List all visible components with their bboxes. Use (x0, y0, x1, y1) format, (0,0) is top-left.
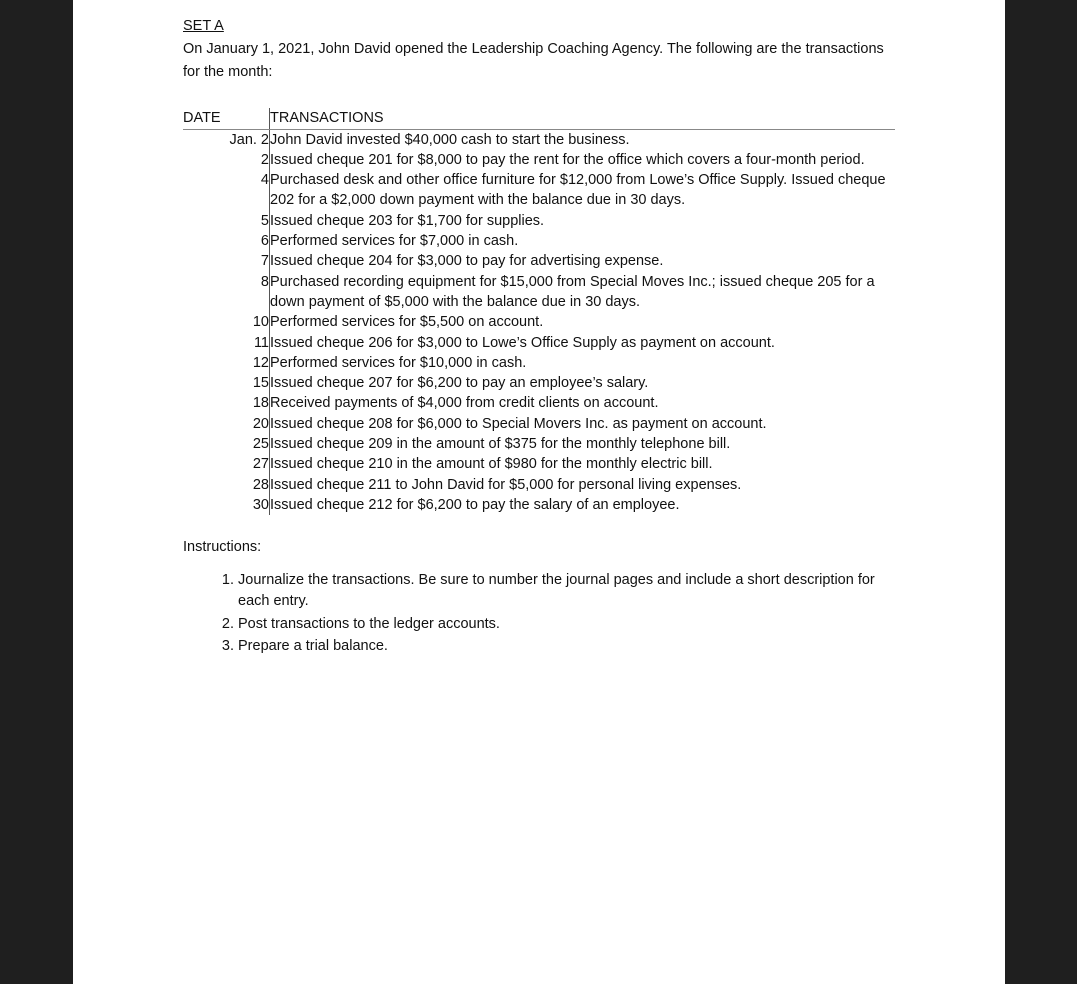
date-column-header: DATE (183, 108, 270, 129)
table-row (183, 251, 895, 271)
row-transaction: Issued cheque 201 for $8,000 to pay the rent for the office which covers a four-month period. (270, 151, 865, 168)
table-row (183, 434, 895, 454)
table-row (183, 373, 895, 393)
row-date: 30 (183, 495, 270, 515)
row-date: 8 (183, 272, 270, 313)
table-row (183, 495, 895, 515)
row-transaction: Issued cheque 211 to John David for $5,000 for personal living expenses. (270, 476, 742, 493)
table-row (183, 414, 895, 434)
instructions-label: Instructions: (183, 539, 262, 556)
row-transaction: Purchased recording equipment for $15,000 from Special Moves Inc.; issued cheque 205 for a down payment of $5,000 with the balance due in 30 days. (270, 273, 875, 310)
row-date: 20 (183, 414, 270, 434)
row-date: 10 (183, 312, 270, 332)
instructions-list (183, 570, 895, 658)
row-transaction: Issued cheque 212 for $6,200 to pay the salary of an employee. (270, 496, 680, 513)
row-date: 4 (183, 170, 270, 211)
table-row (183, 393, 895, 413)
set-title: SET A (183, 18, 224, 34)
row-date: 7 (183, 251, 270, 271)
row-transaction: Issued cheque 203 for $1,700 for supplies. (270, 212, 545, 229)
row-transaction: John David invested $40,000 cash to start the business. (270, 131, 630, 148)
row-transaction: Performed services for $7,000 in cash. (270, 233, 519, 250)
row-transaction: Received payments of $4,000 from credit clients on account. (270, 395, 659, 412)
row-transaction: Issued cheque 209 in the amount of $375 for the monthly telephone bill. (270, 436, 731, 453)
row-date: 25 (183, 434, 270, 454)
row-date: 15 (183, 373, 270, 393)
row-date: 2 (183, 150, 270, 170)
table-row (183, 129, 895, 150)
transactions-header-row (183, 108, 895, 129)
row-transaction: Issued cheque 210 in the amount of $980 for the monthly electric bill. (270, 456, 713, 473)
document-page (73, 0, 1005, 984)
document-content (183, 16, 895, 659)
transactions-column-header: TRANSACTIONS (270, 108, 896, 129)
row-date: 27 (183, 454, 270, 474)
row-date: 12 (183, 353, 270, 373)
instruction-item: 3. Prepare a trial balance. (238, 636, 895, 658)
row-transaction: Issued cheque 208 for $6,000 to Special Movers Inc. as payment on account. (270, 415, 767, 432)
row-date: 11 (183, 333, 270, 353)
table-row (183, 170, 895, 211)
table-row (183, 475, 895, 495)
instruction-item: 2. Post transactions to the ledger accounts. (238, 614, 895, 636)
row-date: 5 (183, 211, 270, 231)
table-row (183, 150, 895, 170)
row-transaction: Performed services for $10,000 in cash. (270, 354, 527, 371)
row-date: 6 (183, 231, 270, 251)
table-row (183, 333, 895, 353)
row-date: 18 (183, 393, 270, 413)
table-row (183, 353, 895, 373)
transactions-table (183, 108, 895, 515)
table-row (183, 231, 895, 251)
intro-paragraph: On January 1, 2021, John David opened the Leadership Coaching Agency. The following are the transactions for the month: (183, 41, 884, 81)
row-transaction: Issued cheque 207 for $6,200 to pay an employee’s salary. (270, 375, 649, 392)
row-transaction: Issued cheque 206 for $3,000 to Lowe’s Office Supply as payment on account. (270, 334, 775, 351)
instruction-item: 1. Journalize the transactions. Be sure to number the journal pages and include a short description for each entry. (238, 570, 895, 613)
row-date: 28 (183, 475, 270, 495)
row-transaction: Performed services for $5,500 on account. (270, 314, 544, 331)
row-date: Jan. 2 (183, 129, 270, 150)
row-transaction: Purchased desk and other office furniture for $12,000 from Lowe’s Office Supply. Issued cheque 202 for a $2,000 down payment with the balance due in 30 days. (270, 172, 886, 209)
table-row (183, 454, 895, 474)
table-row (183, 312, 895, 332)
table-row (183, 211, 895, 231)
table-row (183, 272, 895, 313)
row-transaction: Issued cheque 204 for $3,000 to pay for advertising expense. (270, 253, 664, 270)
